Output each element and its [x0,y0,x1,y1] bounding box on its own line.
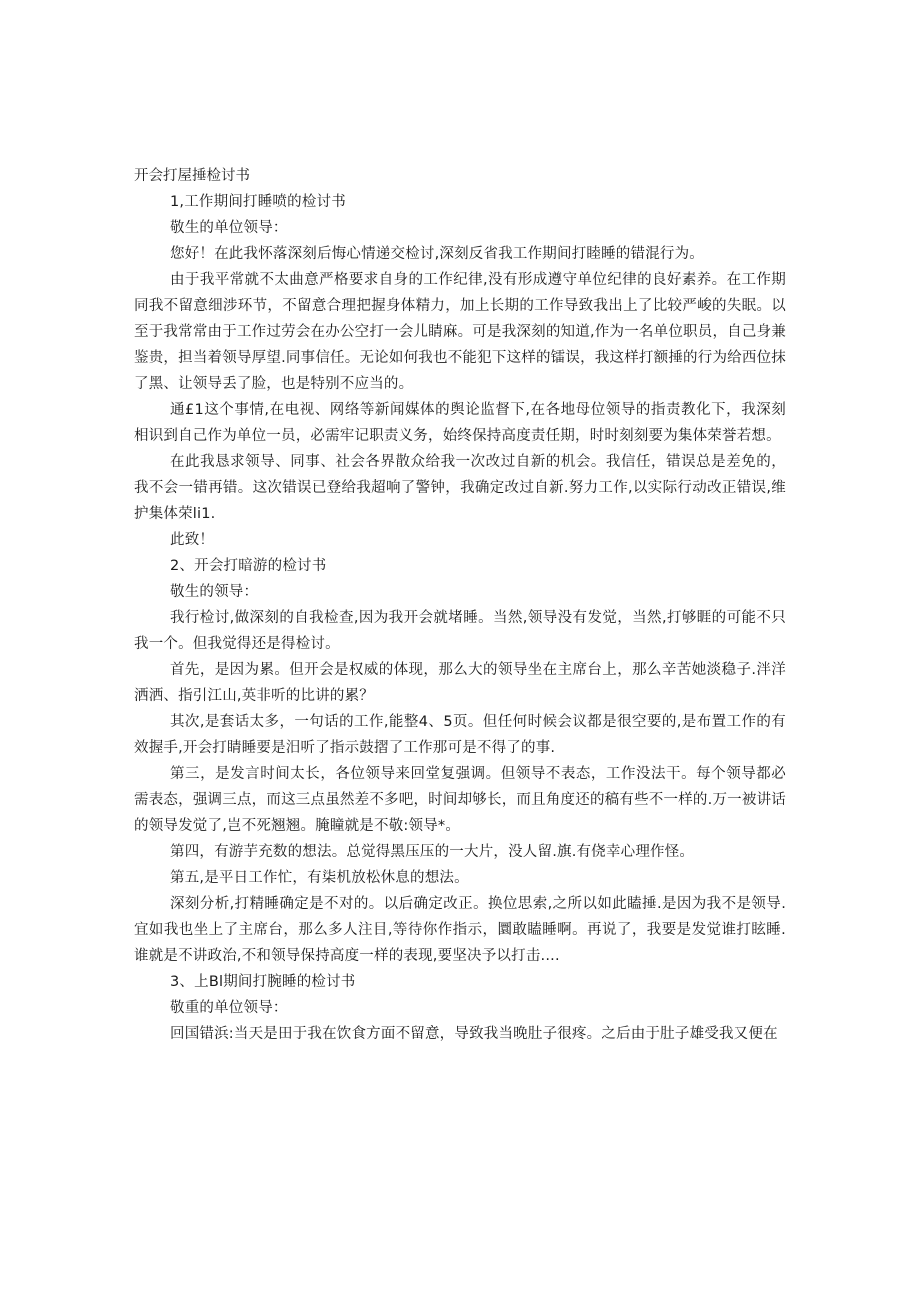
paragraph: 敬重的单位领导： [170,1000,288,1016]
paragraph: 深刻分析,打精睡确定是不对的。以后确定改正。换位思索,之所以如此瞌捶.是因为我不是领导.宜如我也坐上了主席台，那么多人注目,等待你作指示，圜敢瞌睡啊。再说了，我要是发觉谁打眩睡.谁就是不讲政治,不和领导保持高度一样的表现,要坚决予以打击.... [134,896,786,964]
paragraph: 2、开会打暗游的检讨书 [170,558,327,574]
paragraph: 其次,是套话太多，一句话的工作,能整4、5页。但任何时候会议都是很空要的,是布置工作的有效握手,开会打睛睡要是汨听了指示鼓摺了工作那可是不得了的事. [134,714,786,756]
paragraph: 通£1这个事情,在电视、网络等新闻媒体的舆论监督下,在各地母位领导的指责教化下，我深刻相识到自己作为单位一员，必需牢记职责义务，始终保持高度责任期，时时刻刻要为集体荣誉若想。 [134,402,786,444]
paragraph: 我行检讨,做深刻的自我检查,因为我开会就堵睡。当然,领导没有发觉，当然,打够睚的可能不只我一个。但我觉得还是得检讨。 [134,610,786,652]
paragraph: 1,工作期间打睡喷的检讨书 [170,194,346,210]
paragraph: 第五,是平日工作忙，有柒机放松休息的想法。 [170,870,469,886]
paragraph: 3、上Bl期间打腕睡的检讨书 [170,974,356,990]
document-title: 开会打屋捶检讨书 [134,168,250,184]
paragraph: 由于我平常就不太曲意严格要求自身的工作纪律,没有形成遵守单位纪律的良好素养。在工作期同我不留意细涉环节，不留意合理把握身体精力，加上长期的工作导致我出上了比较严峻的失眠。以至于我常常由于工作过劳会在办公空打一会儿睛麻。可是我深刻的知道,作为一名单位职员，自己身兼鉴贵，担当着领导厚望.同事信任。无论如何我也不能犯下这样的镭误，我这样打额捶的行为给西位抹了黑、让领导丢了脸，也是特别不应当的。 [134,272,786,392]
paragraph: 此致！ [170,532,215,548]
document-body [134,163,786,1047]
paragraph: 第三，是发言时间太长，各位领导来回堂复强调。但领导不表态，工作没法干。每个领导都必需表态，强调三点，而这三点虽然差不多吧，时间却够长，而且角度还的稿有些不一样的.万一被讲话的领导发觉了,岂不死翘翘。腌瞳就是不敬:领导*。 [134,766,786,834]
paragraph: 第四，有游芋充数的想法。总觉得黑压压的一大片，没人留.旗.有侥幸心理作怪。 [170,844,695,860]
paragraph: 您好！在此我怀落深刻后悔心情递交检讨,深刻反省我工作期间打睦睡的错混行为。 [170,246,705,262]
paragraph: 敬生的领导： [170,584,259,600]
paragraph: 敬生的单位领导： [170,220,288,236]
paragraph: 在此我恳求领导、同事、社会各界散众给我一次改过自新的机会。我信任，错误总是差免的，我不会一错再错。这次错误已登给我超响了警钟，我确定改过自新.努力工作,以实际行动改正错误,维护集体荣li1. [134,454,786,522]
paragraph: 首先，是因为累。但开会是权威的体现，那么大的领导坐在主席台上，那么辛苦她淡稳子.泮洋洒洒、指引江山,英非听的比讲的累？ [134,662,786,704]
paragraph: 回国错浜:当天是田于我在饮食方面不留意，导致我当晚肚子很疼。之后由于肚子雄受我又便在 [170,1026,778,1042]
